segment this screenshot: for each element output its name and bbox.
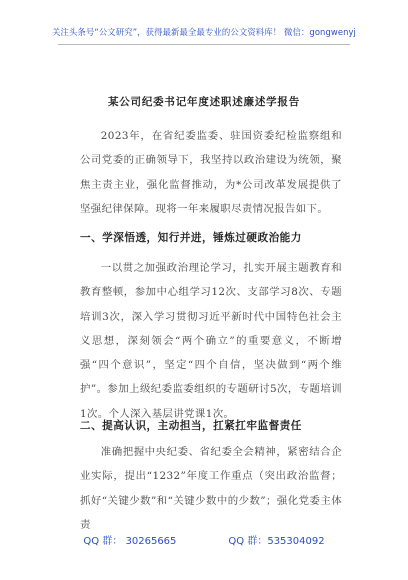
section-1-paragraph: 一以贯之加强政治理论学习，扎实开展主题教育和教育整顿，参加中心组学习12次、支部学习8次、专题培训3次，深入学习贯彻习近平新时代中国特色社会主义思想，深刻领会“两个确立”的重要意义，不断增强“四个意识”，坚定“四个自信，坚决做到“两个维护”。参加上级纪委监委组织的专题研讨5次，专题培训1次。个人深入基层讲党课1次。 xyxy=(80,262,342,420)
section-1-heading: 一、学深悟透，知行并进，锤炼过硬政治能力 xyxy=(80,232,302,244)
section-2-heading: 二、提高认识，主动担当，扛紧扛牢监督责任 xyxy=(80,420,302,432)
intro-block xyxy=(80,124,342,221)
document-title: 某公司纪委书记年度述职述廉述学报告 xyxy=(107,96,301,108)
footer-qq-group-2[interactable]: QQ 群：535304092 xyxy=(228,536,325,547)
section-1-block xyxy=(80,256,342,426)
promo-banner[interactable]: 关注头条号“公文研究”，获得最新最全最专业的公文资料库！ 微信：gongwenyj xyxy=(52,27,356,37)
section-2-paragraph: 准确把握中央纪委、省纪委全会精神，紧密结合企业实际，提出“1232”年度工作重点（突出政治监督；抓好“关键少数”和“关键少数中的少数”；强化党委主体责 xyxy=(80,446,342,531)
section-2-block xyxy=(80,440,342,537)
footer-contacts xyxy=(0,532,408,547)
intro-paragraph: 2023年，在省纪委监委、驻国资委纪检监察组和公司党委的正确领导下，我坚持以政治建设为统领，聚焦主责主业，强化监督推动，为*公司改革发展提供了坚强纪律保障。现将一年来履职尽责情况报告如下。 xyxy=(80,130,342,215)
banner-divider xyxy=(58,44,350,45)
footer-qq-group-1[interactable]: QQ 群： 30265665 xyxy=(83,536,177,547)
